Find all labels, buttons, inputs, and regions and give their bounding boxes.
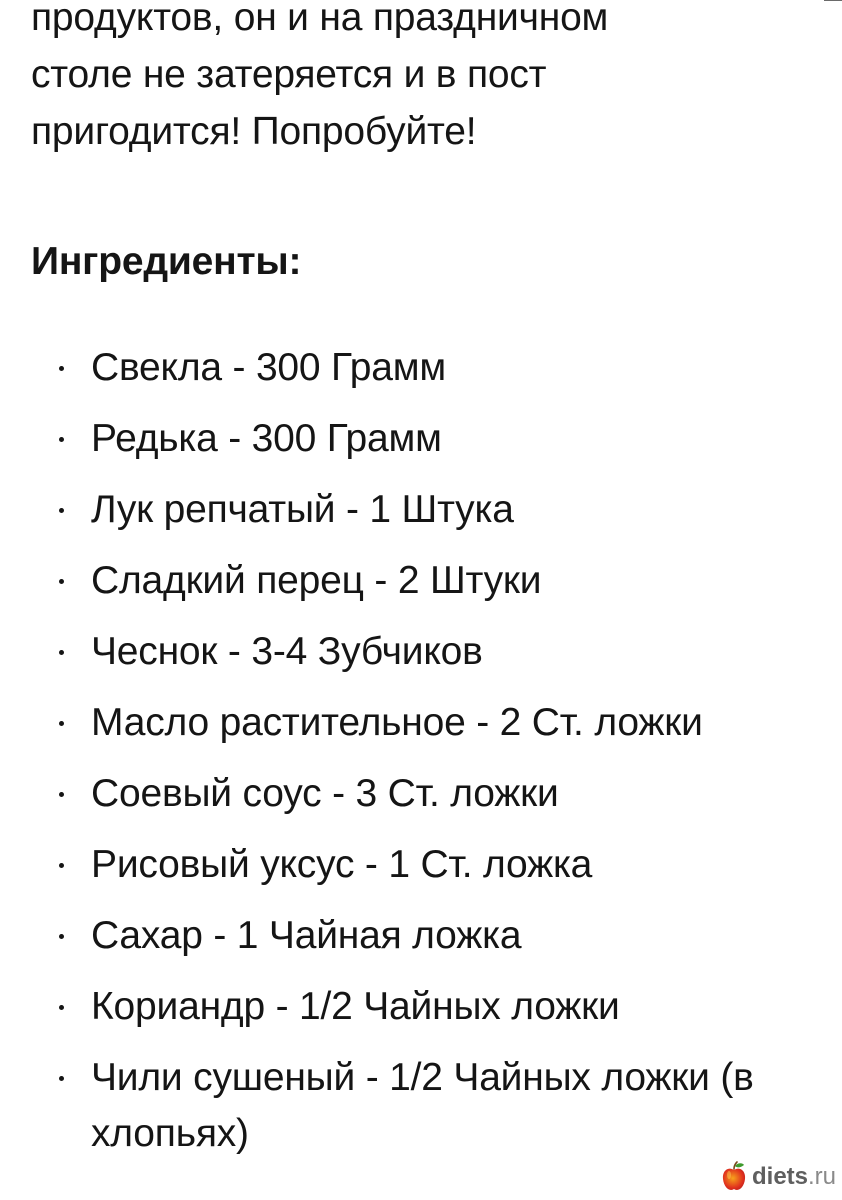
- ingredient-text: Чеснок - 3-4 Зубчиков: [91, 630, 483, 673]
- bullet-icon: [59, 650, 64, 655]
- intro-line-2: столе не затеряется и в пост: [31, 53, 547, 96]
- ingredient-text: Рисовый уксус - 1 Ст. ложка: [91, 843, 593, 886]
- ingredient-item: [31, 553, 811, 609]
- bullet-icon: [59, 508, 64, 513]
- ingredient-text: Кориандр - 1/2 Чайных ложки: [91, 985, 620, 1028]
- site-watermark: [720, 1160, 836, 1194]
- ingredient-item: [31, 411, 811, 467]
- ingredient-item: [31, 482, 811, 538]
- intro-line-3: пригодится! Попробуйте!: [31, 110, 477, 153]
- ingredient-text: Чили сушеный - 1/2 Чайных ложки (в хлопьях): [91, 1056, 754, 1155]
- bullet-icon: [59, 1076, 64, 1081]
- bullet-icon: [59, 792, 64, 797]
- bullet-icon: [59, 934, 64, 939]
- apple-icon: [720, 1161, 748, 1193]
- ingredient-text: Свекла - 300 Грамм: [91, 346, 446, 389]
- bullet-icon: [59, 1005, 64, 1010]
- ingredient-text: Сахар - 1 Чайная ложка: [91, 914, 522, 957]
- ingredient-item: [31, 340, 811, 396]
- article-intro: [31, 0, 811, 160]
- intro-line-1: продуктов, он и на праздничном: [31, 0, 609, 39]
- bullet-icon: [59, 721, 64, 726]
- ingredient-text: Соевый соус - 3 Ст. ложки: [91, 772, 559, 815]
- watermark-name: diets: [752, 1163, 809, 1190]
- ingredient-item: [31, 979, 811, 1035]
- article-content: [31, 0, 811, 1177]
- ingredients-list: [31, 340, 811, 1162]
- ingredient-text: Лук репчатый - 1 Штука: [91, 488, 514, 531]
- ingredient-item: [31, 908, 811, 964]
- bullet-icon: [59, 863, 64, 868]
- top-scroll-indicator: [824, 0, 842, 1]
- ingredient-item: [31, 624, 811, 680]
- ingredient-item: [31, 837, 811, 893]
- bullet-icon: [59, 437, 64, 442]
- ingredient-item: [31, 1050, 811, 1162]
- ingredient-item: [31, 695, 811, 751]
- ingredients-heading: Ингредиенты:: [31, 240, 302, 283]
- ingredient-text: Сладкий перец - 2 Штуки: [91, 559, 542, 602]
- bullet-icon: [59, 366, 64, 371]
- watermark-label: [752, 1163, 836, 1191]
- ingredient-item: [31, 766, 811, 822]
- ingredient-text: Редька - 300 Грамм: [91, 417, 442, 460]
- bullet-icon: [59, 579, 64, 584]
- ingredient-text: Масло растительное - 2 Ст. ложки: [91, 701, 703, 744]
- watermark-tld: .ru: [808, 1163, 837, 1190]
